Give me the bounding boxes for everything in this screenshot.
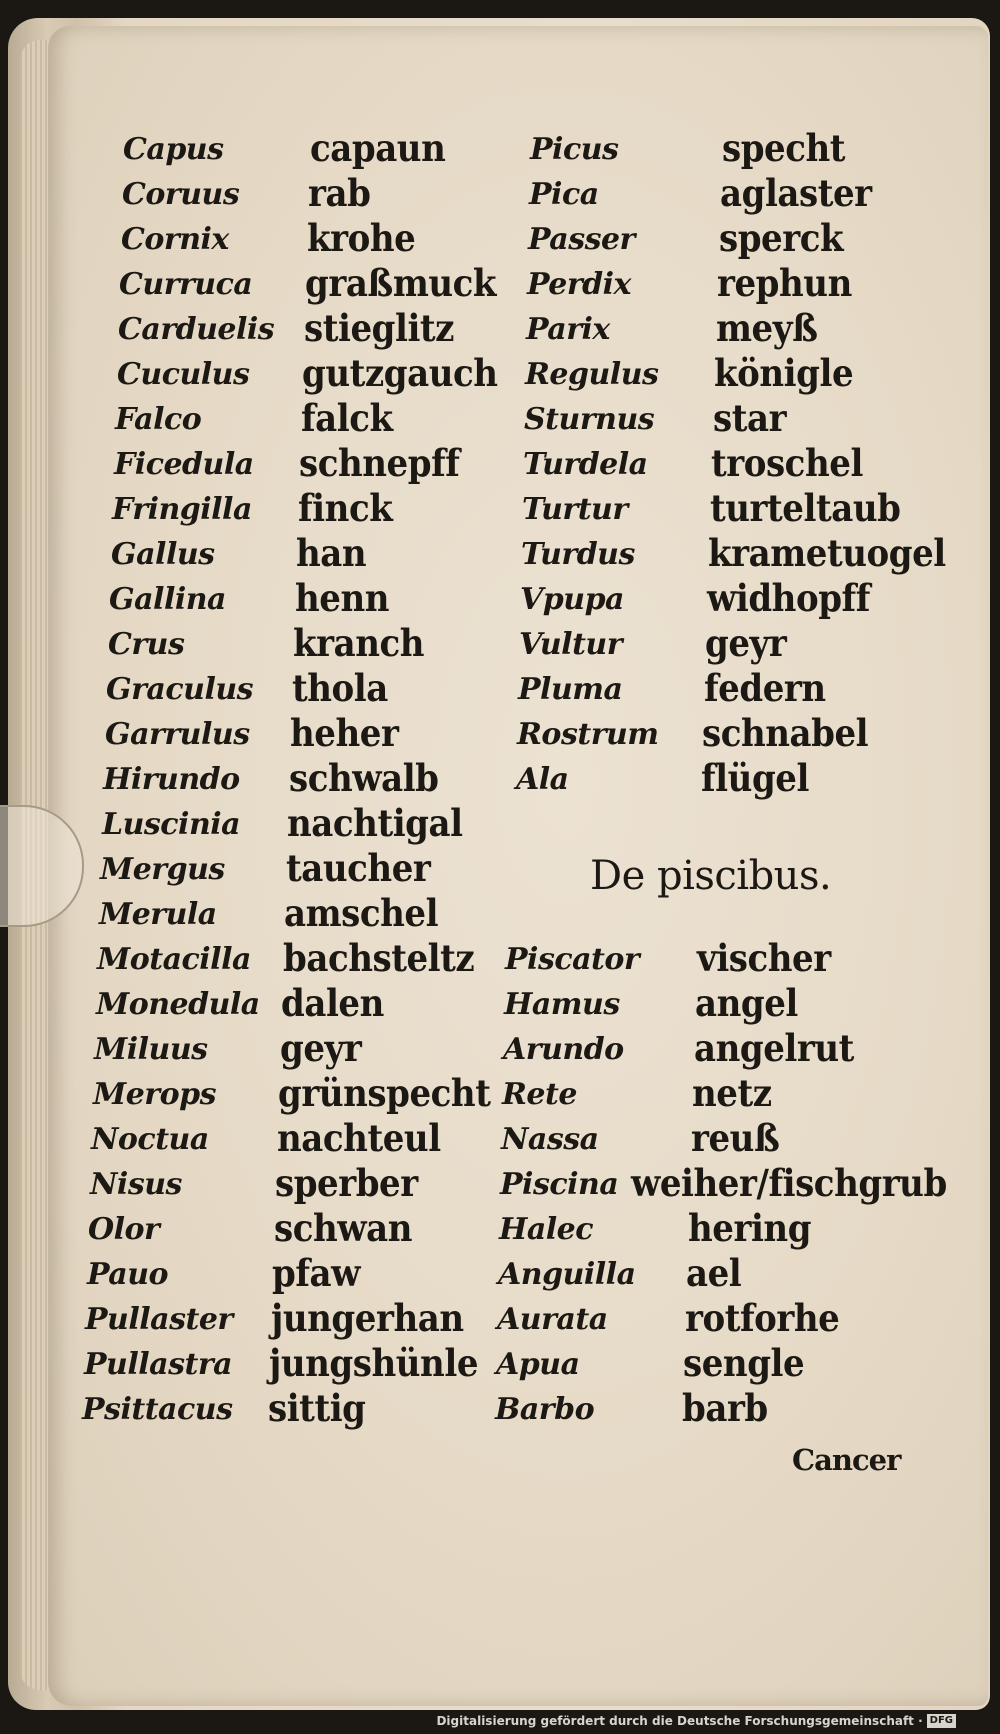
german-term: ael [686, 1251, 742, 1295]
german-term: aglaster [720, 171, 872, 215]
german-term: graßmuck [305, 261, 497, 305]
german-term: netz [692, 1071, 772, 1115]
german-term: finck [298, 486, 393, 530]
latin-term: Luscinia [102, 807, 241, 842]
latin-term: Motacilla [97, 942, 251, 977]
german-term: rab [308, 171, 371, 215]
latin-term: Hirundo [103, 762, 240, 797]
latin-term: Nisus [90, 1167, 182, 1202]
german-term: krohe [307, 216, 416, 260]
german-term: taucher [286, 846, 431, 890]
german-term: königle [714, 351, 854, 395]
latin-term: Pullaster [85, 1302, 233, 1337]
latin-term: Falco [115, 402, 202, 437]
german-term: geyr [280, 1026, 362, 1070]
german-term: sengle [683, 1341, 805, 1385]
credit-text: Digitalisierung gefördert durch die Deutsche Forschungsgemeinschaft · [436, 1713, 923, 1728]
german-term: bachsteltz [283, 936, 475, 980]
german-term: falck [301, 396, 393, 440]
latin-term: Pluma [518, 672, 623, 707]
german-term: jungshünle [269, 1341, 479, 1385]
german-term: specht [722, 126, 846, 170]
german-term: sperber [275, 1161, 418, 1205]
latin-term: Turdus [521, 537, 635, 572]
latin-term: Graculus [106, 672, 254, 707]
latin-term: Gallina [109, 582, 226, 617]
german-term: rephun [717, 261, 852, 305]
german-term: star [713, 396, 787, 440]
latin-term: Turtur [522, 492, 628, 527]
german-term: sperck [719, 216, 844, 260]
dfg-logo-icon: DFG [927, 1714, 956, 1728]
latin-term: Halec [499, 1212, 594, 1247]
latin-term: Garrulus [105, 717, 250, 752]
latin-term: Vultur [519, 627, 623, 662]
german-term: henn [295, 576, 390, 620]
german-term: thola [292, 666, 388, 710]
latin-term: Olor [88, 1212, 160, 1247]
german-term: hering [688, 1206, 812, 1250]
german-term: turteltaub [710, 486, 901, 530]
german-term: jungerhan [271, 1296, 464, 1340]
german-term: gutzgauch [302, 351, 498, 395]
latin-term: Monedula [96, 987, 260, 1022]
latin-term: Mergus [100, 852, 225, 887]
latin-term: Carduelis [118, 312, 275, 347]
german-term: dalen [281, 981, 384, 1025]
german-term: capaun [310, 126, 446, 170]
german-term: stieglitz [304, 306, 455, 350]
latin-term: Apua [496, 1347, 580, 1382]
latin-term: Noctua [91, 1122, 209, 1157]
latin-term: Picus [530, 132, 619, 167]
latin-term: Pullastra [84, 1347, 233, 1382]
latin-term: Merops [93, 1077, 216, 1112]
latin-term: Gallus [111, 537, 215, 572]
german-term: heher [290, 711, 399, 755]
latin-term: Ala [516, 762, 569, 797]
latin-term: Curruca [119, 267, 253, 302]
latin-term: Sturnus [524, 402, 655, 437]
latin-term: Perdix [527, 267, 631, 302]
german-term: kranch [293, 621, 425, 665]
german-term: geyr [705, 621, 787, 665]
catchword: Cancer [792, 1443, 901, 1477]
german-term: angelrut [694, 1026, 854, 1070]
german-term: reuß [691, 1116, 780, 1160]
latin-term: Anguilla [498, 1257, 636, 1292]
german-term: schnabel [702, 711, 869, 755]
latin-term: Regulus [525, 357, 659, 392]
german-term: barb [682, 1386, 768, 1430]
latin-term: Merula [99, 897, 217, 932]
latin-term: Pica [529, 177, 599, 212]
german-term: vischer [697, 936, 831, 980]
latin-term: Coruus [122, 177, 240, 212]
latin-term: Nassa [501, 1122, 599, 1157]
latin-term: Ficedula [114, 447, 254, 482]
german-term: pfaw [272, 1251, 360, 1295]
latin-term: Rostrum [517, 717, 659, 752]
german-term: troschel [711, 441, 863, 485]
latin-term: Aurata [497, 1302, 608, 1337]
german-term: nachtigal [287, 801, 463, 845]
latin-term: Psittacus [82, 1392, 233, 1427]
latin-term: Fringilla [112, 492, 252, 527]
latin-term: Passer [528, 222, 635, 257]
german-term: schwalb [289, 756, 439, 800]
latin-term: Hamus [504, 987, 620, 1022]
digitization-credit [436, 1714, 956, 1729]
german-term: weiher/fischgrub [631, 1161, 947, 1205]
german-term: schnepff [299, 441, 460, 485]
latin-term: Arundo [503, 1032, 624, 1067]
german-term: nachteul [277, 1116, 441, 1160]
german-term: sittig [268, 1386, 366, 1430]
section-heading: De piscibus. [590, 853, 832, 899]
latin-term: Parix [526, 312, 610, 347]
german-term: meyß [716, 306, 818, 350]
latin-term: Crus [108, 627, 185, 662]
latin-term: Pauo [87, 1257, 169, 1292]
german-term: rotforhe [685, 1296, 840, 1340]
german-term: han [296, 531, 367, 575]
latin-term: Turdela [523, 447, 648, 482]
german-term: federn [704, 666, 826, 710]
latin-term: Rete [502, 1077, 577, 1112]
latin-term: Cornix [121, 222, 229, 257]
latin-term: Miluus [94, 1032, 208, 1067]
german-term: angel [695, 981, 798, 1025]
latin-term: Vpupa [520, 582, 624, 617]
german-term: amschel [284, 891, 439, 935]
latin-term: Barbo [495, 1392, 595, 1427]
latin-term: Cuculus [117, 357, 250, 392]
german-term: flügel [701, 756, 809, 800]
latin-term: Capus [123, 132, 224, 167]
german-term: widhopff [707, 576, 870, 620]
german-term: grünspecht [278, 1071, 491, 1115]
german-term: krametuogel [708, 531, 946, 575]
latin-term: Piscator [505, 942, 640, 977]
german-term: schwan [274, 1206, 412, 1250]
latin-term: Piscina [500, 1167, 619, 1202]
